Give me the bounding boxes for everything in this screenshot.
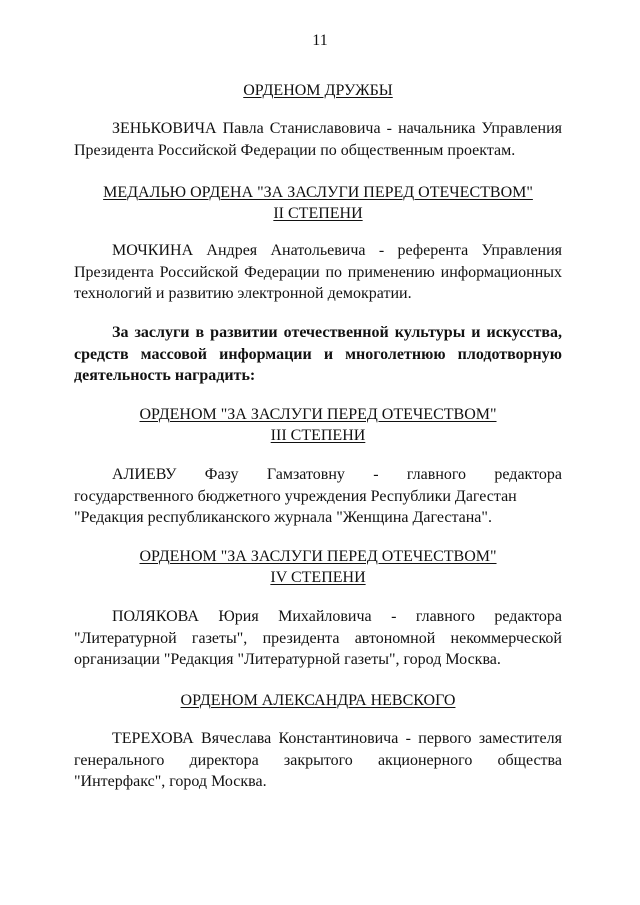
award-heading-nevsky: ОРДЕНОМ АЛЕКСАНДРА НЕВСКОГО: [180, 692, 456, 709]
award-heading-order-merit-3: ОРДЕНОМ "ЗА ЗАСЛУГИ ПЕРЕД ОТЕЧЕСТВОМ" III СТЕПЕНИ: [139, 406, 497, 444]
culture-merit-intro: За заслуги в развитии отечественной культуры и искусства, средств массовой информации и многолетнюю плодотворную деятельность наградить:: [74, 324, 562, 384]
award-entry-zenkovich: ЗЕНЬКОВИЧА Павла Станиславовича - начальника Управления Президента Российской Федерации по общественным проектам.: [74, 120, 562, 159]
award-entry-mochkin: МОЧКИНА Андрея Анатольевича - референта Управления Президента Российской Федерации по применению информационных технологий и развитию электронной демократии.: [74, 242, 562, 302]
entry-rest: "Литературной газеты", президента автономной некоммерческой организации "Редакция "Литературной газеты", город Москва.: [74, 629, 562, 668]
entry-first-line: АЛИЕВУ Фазу Гамзатовну - главного редактора: [112, 466, 562, 483]
award-entry-terekhov: ТЕРЕХОВА Вячеслава Константиновича - первого заместителя генерального директора закрытого акционерного общества "Интерфакс", город Москва.: [74, 730, 562, 790]
entry-line: государственного бюджетного учреждения Республики Дагестан: [74, 487, 517, 505]
award-heading-medal-merit-2: МЕДАЛЬЮ ОРДЕНА "ЗА ЗАСЛУГИ ПЕРЕД ОТЕЧЕСТВОМ" II СТЕПЕНИ: [103, 184, 533, 222]
page-number: 11: [312, 32, 328, 49]
award-entry-polyakov: [74, 606, 562, 671]
award-heading-order-merit-4: ОРДЕНОМ "ЗА ЗАСЛУГИ ПЕРЕД ОТЕЧЕСТВОМ" IV СТЕПЕНИ: [139, 548, 497, 586]
award-entry-alieva: [74, 464, 562, 529]
award-heading-friendship: ОРДЕНОМ ДРУЖБЫ: [243, 82, 393, 99]
entry-line: "Редакция республиканского журнала "Женщина Дагестана".: [74, 509, 492, 526]
entry-first-line: ПОЛЯКОВА Юрия Михайловича - главного редактора: [112, 608, 562, 625]
